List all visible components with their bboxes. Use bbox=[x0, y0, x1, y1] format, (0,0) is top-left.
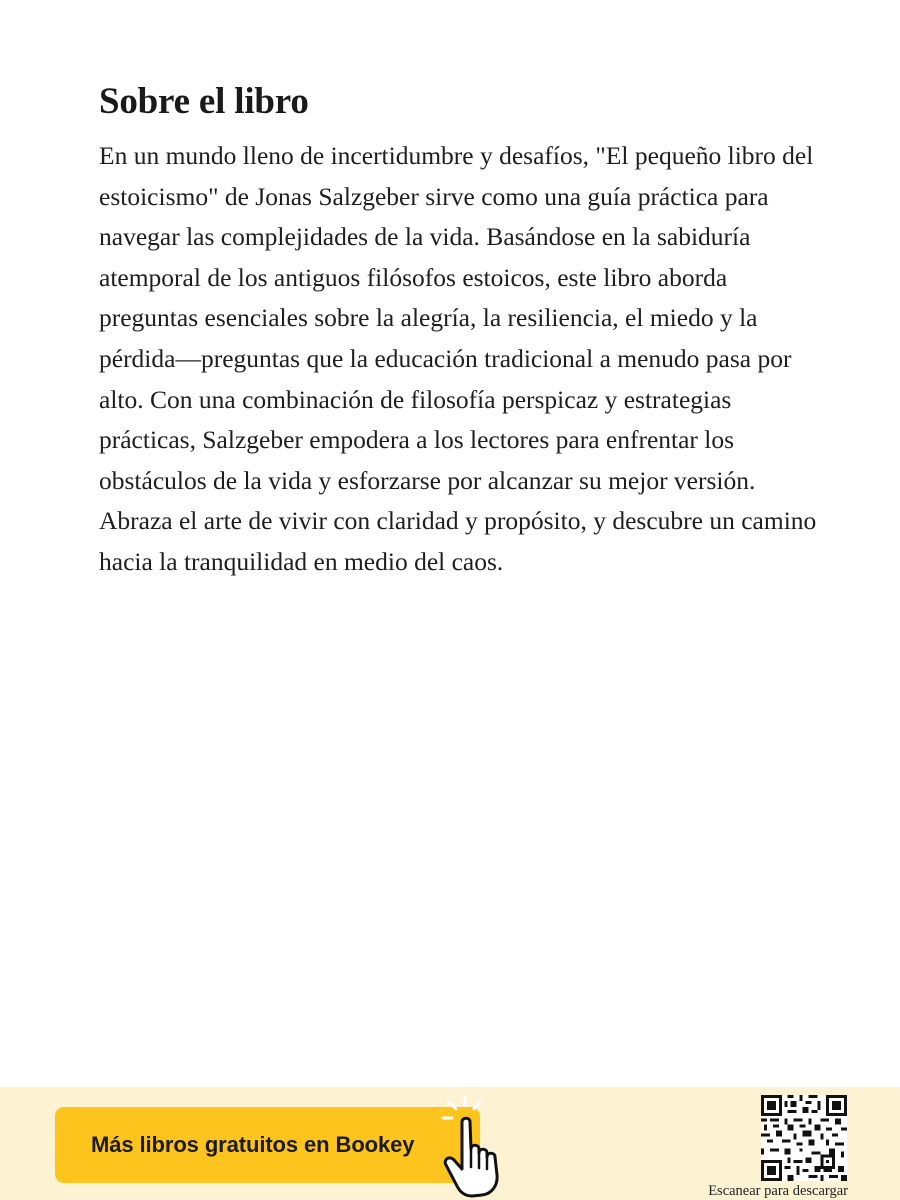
footer-bar bbox=[0, 1087, 900, 1200]
qr-code-icon bbox=[761, 1095, 847, 1181]
page-title: Sobre el libro bbox=[99, 81, 309, 122]
qr-caption: Escanear para descargar bbox=[708, 1183, 848, 1199]
hand-pointer-icon bbox=[440, 1095, 526, 1199]
more-free-books-button[interactable] bbox=[55, 1107, 480, 1183]
more-free-books-label: Más libros gratuitos en Bookey bbox=[91, 1132, 415, 1157]
page-content bbox=[99, 78, 829, 583]
book-description: En un mundo lleno de incertidumbre y desafíos, "El pequeño libro del estoicismo" de Jonas Salzgeber sirve como una guía práctica para navegar las complejidades de la vida. Basándose en la sabiduría atemporal de los antiguos filósofos estoicos, este libro aborda preguntas esenciales sobre la alegría, la resiliencia, el miedo y la pérdida—preguntas que la educación tradicional a menudo pasa por alto. Con una combinación de filosofía perspicaz y estrategias prácticas, Salzgeber empodera a los lectores para enfrentar los obstáculos de la vida y esforzarse por alcanzar su mejor versión. Abraza el arte de vivir con claridad y propósito, y descubre un camino hacia la tranquilidad en medio del caos. bbox=[99, 141, 817, 576]
